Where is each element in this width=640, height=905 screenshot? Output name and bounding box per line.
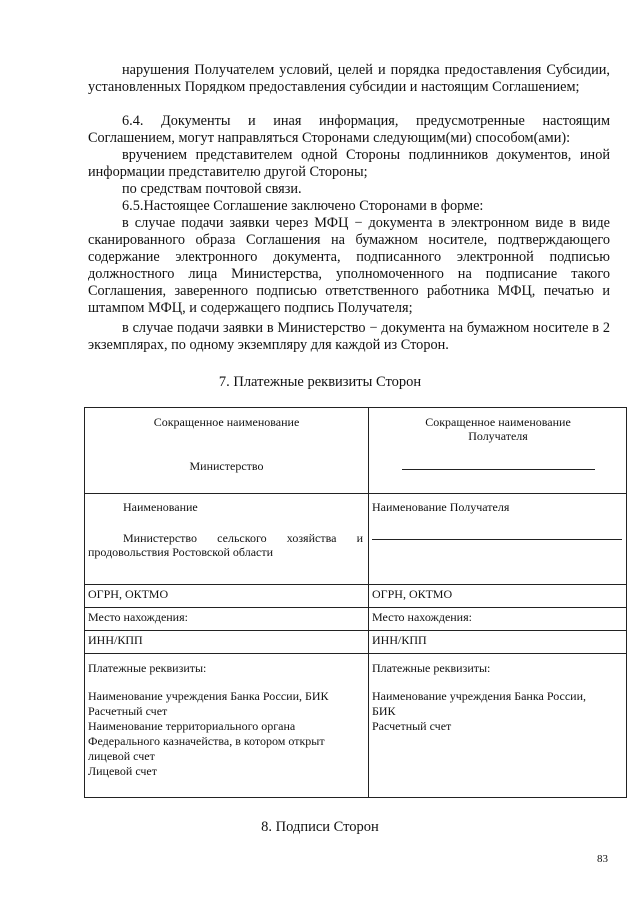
name-value-left-line1: Министерство сельского хозяйства и [123, 531, 363, 545]
paragraph-ministry: в случае подачи заявки в Министерство − документа на бумажном носителе в 2 экземплярах, по одному экземпляру для каждой из Сторон. [88, 320, 610, 353]
name-value-left-line2: продовольствия Ростовской области [88, 545, 274, 559]
location-right: Место нахождения: [372, 610, 472, 624]
short-name-label-right: Сокращенное наименование [425, 415, 571, 429]
paragraph-violation: нарушения Получателем условий, целей и порядка предоставления Субсидии, установленных Порядком предоставления субсидии и настоящим Соглашением; [88, 62, 610, 95]
row-divider [85, 607, 626, 608]
column-divider [368, 408, 369, 797]
short-name-label-left: Сокращенное наименование [153, 415, 300, 429]
ogrn-right: ОГРН, ОКТМО [372, 587, 453, 601]
location-left: Место нахождения: [88, 610, 188, 624]
payment-line-left: лицевой счет [88, 749, 155, 763]
short-name-label-right-2: Получателя [468, 429, 528, 443]
recipient-name-blank [372, 539, 622, 540]
section-7-title: 7. Платежные реквизиты Сторон [218, 374, 422, 390]
payment-line-right: БИК [372, 704, 396, 718]
payment-line-left: Наименование учреждения Банка России, БИК [88, 689, 329, 703]
row-divider [85, 630, 626, 631]
paragraph-6-4: 6.4. Документы и иная информация, предусмотренные настоящим Соглашением, могут направляться Сторонами следующим(ми) способом(ами): [88, 113, 610, 146]
name-label-right: Наименование Получателя [372, 500, 510, 514]
paragraph-mfc: в случае подачи заявки через МФЦ − документа в электронном виде в виде сканированного образа Соглашения на бумажном носителе, подтверждающего содержание электронного документа, подписанного электронной подписью должностного лица Министерства, уполномоченного на подписание такого Соглашения, заверенного подписью ответственного работника МФЦ, печатью и штампом МФЦ, и содержащего подпись Получателя; [88, 215, 610, 316]
page-number: 83 [597, 853, 608, 865]
payment-label-right: Платежные реквизиты: [372, 661, 491, 675]
payment-details-table [84, 407, 627, 798]
row-divider [85, 653, 626, 654]
payment-label-left: Платежные реквизиты: [88, 661, 207, 675]
paragraph-6-5: 6.5.Настоящее Соглашение заключено Сторонами в форме: [122, 198, 484, 214]
ogrn-left: ОГРН, ОКТМО [88, 587, 169, 601]
row-divider [85, 584, 626, 585]
payment-line-left: Наименование территориального органа [88, 719, 296, 733]
recipient-short-name-blank [402, 469, 595, 470]
payment-line-right: Расчетный счет [372, 719, 452, 733]
payment-line-left: Расчетный счет [88, 704, 168, 718]
payment-line-right: Наименование учреждения Банка России, [372, 689, 586, 703]
payment-line-left: Лицевой счет [88, 764, 158, 778]
section-8-title: 8. Подписи Сторон [261, 819, 379, 835]
name-label-left: Наименование [123, 500, 198, 514]
paragraph-hand-delivery: вручением представителем одной Стороны подлинников документов, иной информации представителю другой Стороны; [88, 147, 610, 180]
short-name-value-left: Министерство [189, 459, 264, 473]
inn-right: ИНН/КПП [372, 633, 427, 647]
row-divider [85, 493, 626, 494]
inn-left: ИНН/КПП [88, 633, 143, 647]
payment-line-left: Федерального казначейства, в котором открыт [88, 734, 325, 748]
paragraph-postal: по средствам почтовой связи. [122, 181, 302, 197]
